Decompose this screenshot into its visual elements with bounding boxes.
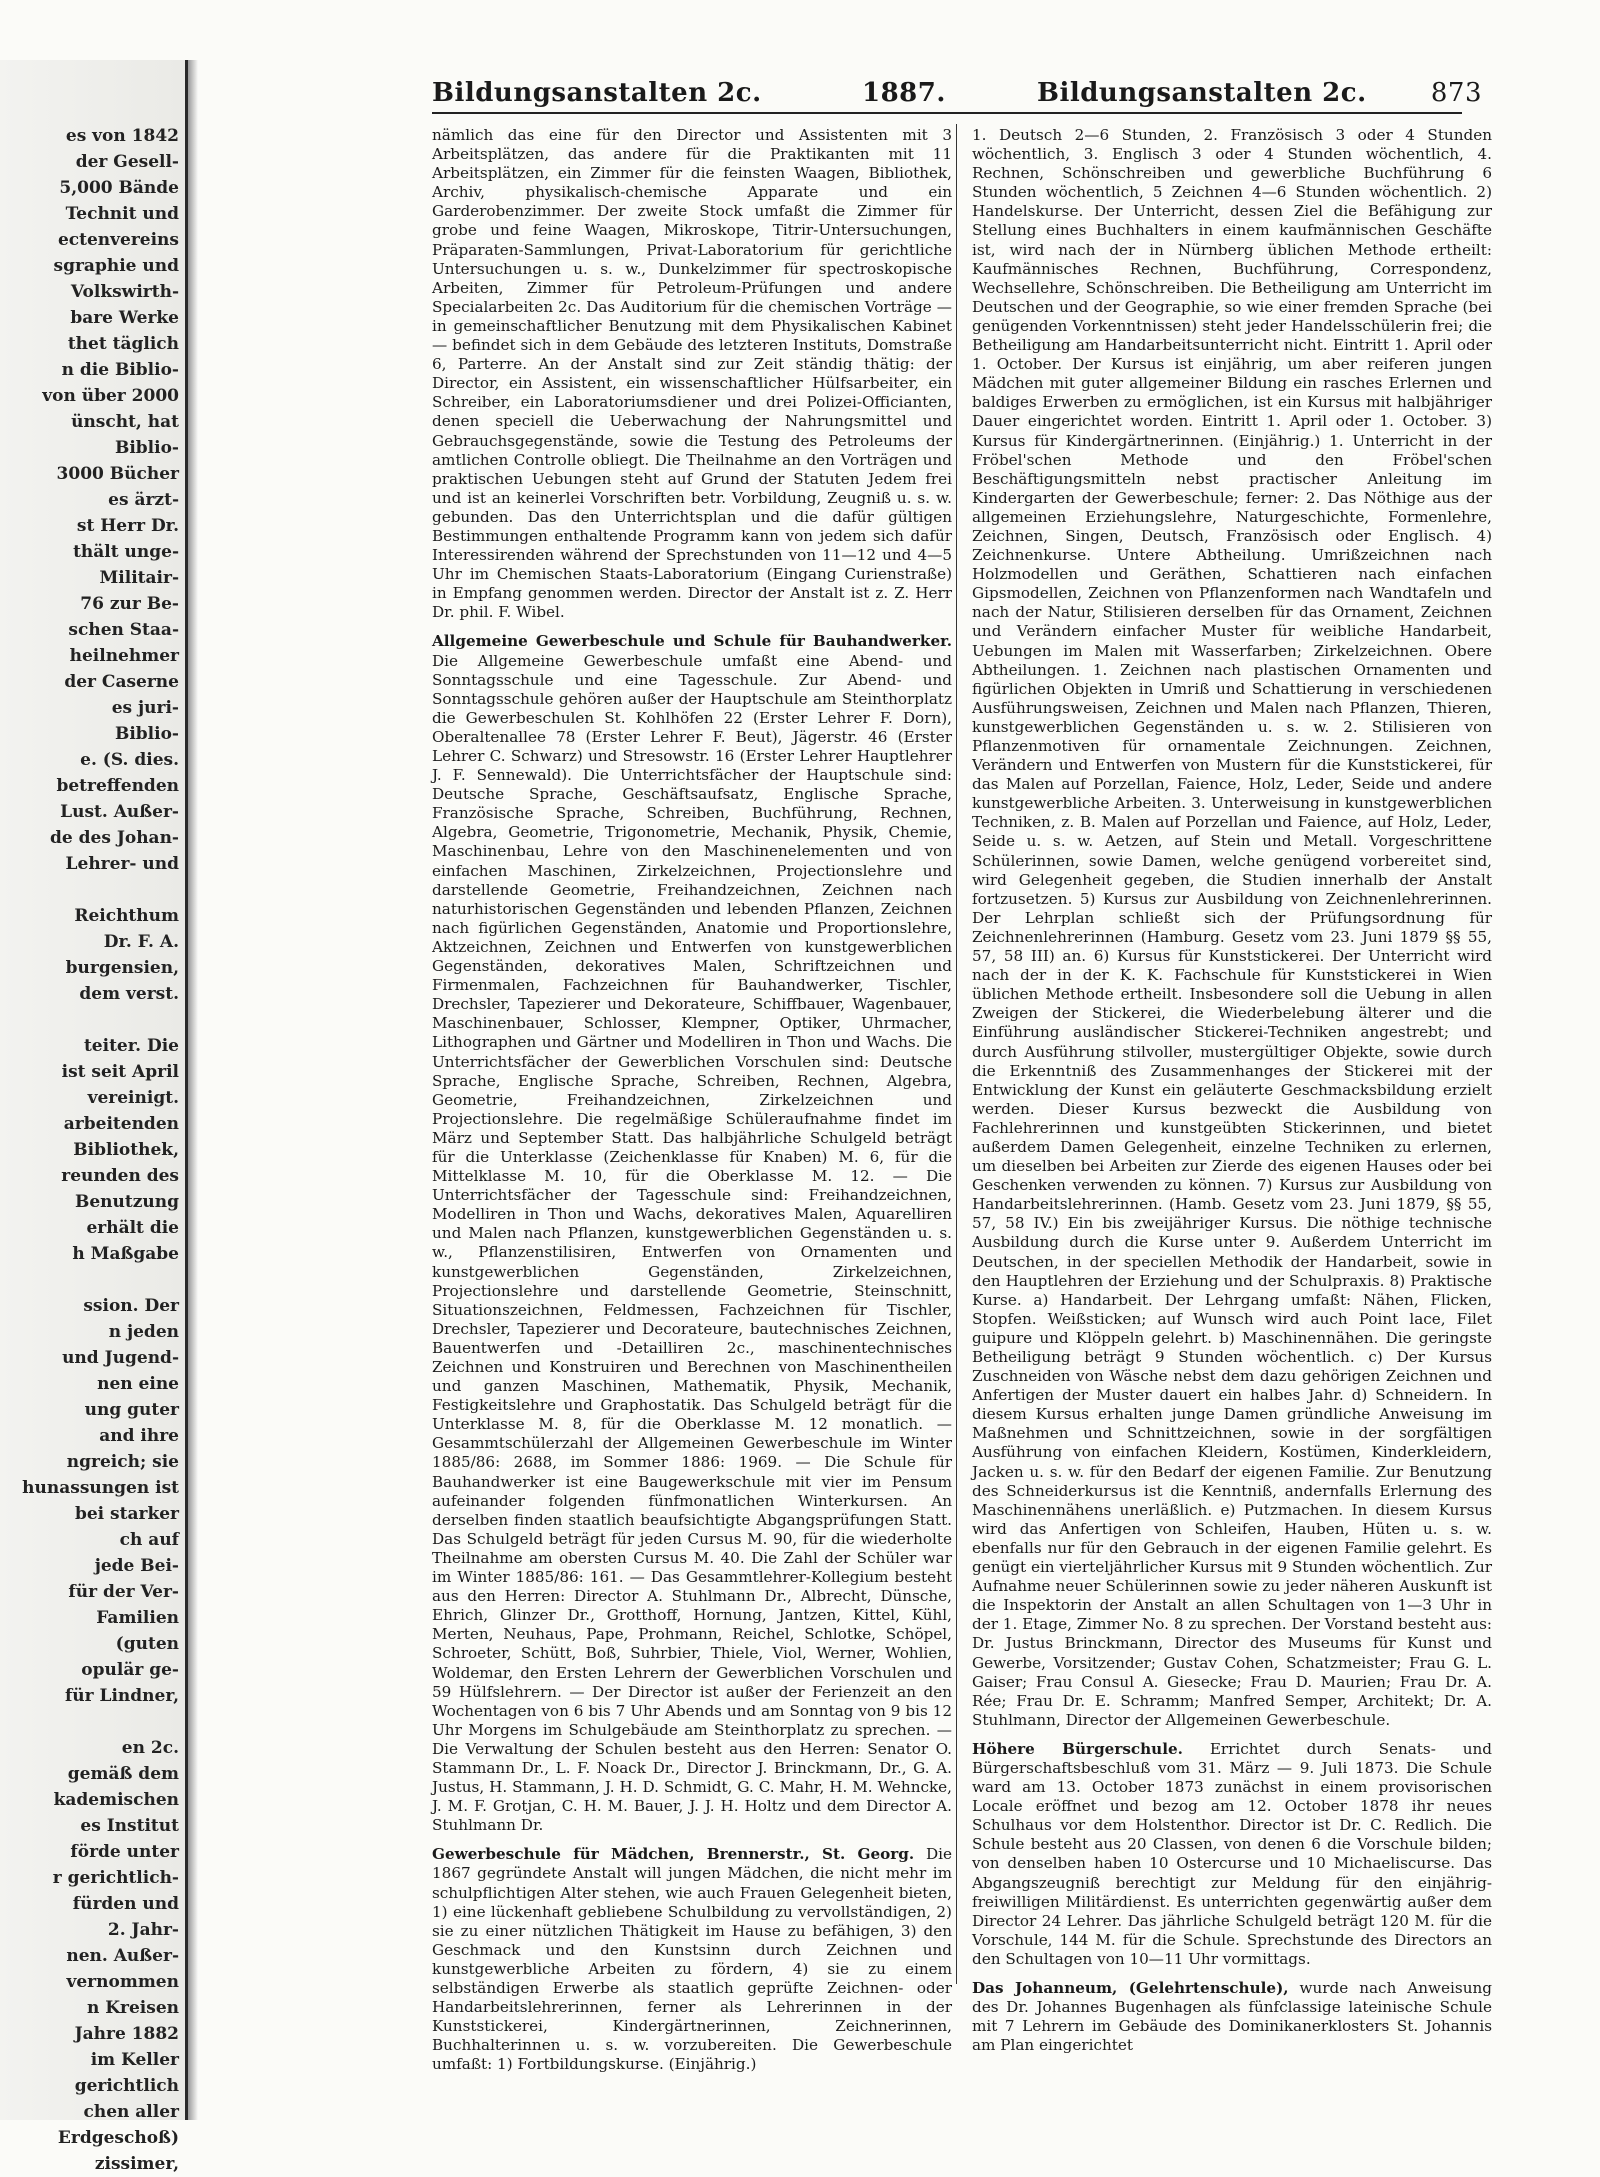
section-body-buergerschule: Errichtet durch Senats- und Bürgerschaftsbeschluß vom 31. März — 9. Juli 1873. Die Schule ward am 13. October 1873 zunächst in einem provisorischen Locale eröffnet und bezog am 12. October 1878 ihr neues Schulhaus vor dem Holstenthor. Director ist Dr. C. Redlich. Die Schule besteht aus 20 Classen, von denen 6 die Vorschule bilden; von denselben haben 10 Ostercurse und 10 Michaeliscurse. Das Abgangszeugniß berechtigt zur Meldung für den einjährig-freiwilligen Militärdienst. Es unterrichten gegenwärtig außer dem Director 24 Lehrer. Das jährliche Schulgeld beträgt 120 M. für die Vorschule, 144 M. für die Schule. Sprechstunde des Directors an den Schultagen von 10—11 Uhr vormittags. [972,1739,1492,1968]
section-title-buergerschule: Höhere Bürgerschule. [972,1739,1183,1758]
section-johanneum [972,1979,1492,2055]
running-title-right: Bildungsanstalten 2c. [1037,78,1367,108]
left-page-fragments: es von 1842 der Gesell- 5,000 Bände Technit und ectenvereins sgraphie und Volkswirth- bare Werke thet täglich n die Biblio- von über 2000 ünscht, hat Biblio- 3000 Bücher es ärzt- st Herr Dr. thält unge- Militair- 76 zur Be- schen Staa- heilnehmer der Caserne es juri- Biblio- e. (S. dies. betreffenden Lust. Außer- de des Johan- Lehrer- und Reichthum Dr. F. A. burgensien, dem verst. teiter. Die ist seit April vereinigt. arbeitenden Bibliothek, reunden des Benutzung erhält die h Maßgabe ssion. Der n jeden und Jugend- nen eine ung guter and ihre ngreich; sie hunassungen ist bei starker ch auf jede Bei- für der Ver- Familien (guten opulär ge- für Lindner, en 2c. gemäß dem kademischen es Institut förde unter r gerichtlich- fürden und 2. Jahr- nen. Außer- vernommen n Kreisen Jahre 1882 im Keller gerichtlich chen aller Erdgeschoß) zissimer, [22,126,179,2174]
header-rule [432,112,1462,114]
page-number: 873 [1430,78,1482,108]
left-page-edge [0,60,188,2174]
section-buergerschule [972,1740,1492,1969]
section-title-gewerbeschule: Allgemeine Gewerbeschule und Schule für Bauhandwerker. [432,632,952,651]
paragraph-maedchen-continuation: 1. Deutsch 2—6 Stunden, 2. Französisch 3 oder 4 Stunden wöchentlich, 3. Englisch 3 oder 4 Stunden wöchentlich, 4. Rechnen, Schönschreiben und gewerbliche Buchführung 6 Stunden wöchentlich, 5 Zeichnen 4—6 Stunden wöchentlich. 2) Handelskurse. Der Unterricht, dessen Ziel die Befähigung zur Stellung eines Buchhalters in einem kaufmännischen Geschäfte ist, wird nach der in Nürnberg üblichen Methode ertheilt: Kaufmännisches Rechnen, Buchführung, Correspondenz, Wechsellehre, Schönschreiben. Die Betheiligung am Unterricht im Deutschen und der Geographie, so wie einer fremden Sprache (bei genügenden Vorkenntnissen) steht jeder Handelsschülerin frei; die Betheiligung am Handarbeitsunterricht nicht. Eintritt 1. April oder 1. October. Der Kursus ist einjährig, um aber reiferen jungen Mädchen mit guter allgemeiner Bildung ein rasches Erlernen und baldiges Erwerben zu ermöglichen, ist ein Kursus mit halbjähriger Dauer eingerichtet worden. Eintritt 1. April oder 1. October. 3) Kursus für Kindergärtnerinnen. (Einjährig.) 1. Unterricht in der Fröbel'schen Methode und den Fröbel'schen Beschäftigungsmitteln nebst practischer Anleitung im Kindergarten der Gewerbeschule; ferner: 2. Das Nöthige aus der allgemeinen Erziehungslehre, Naturgeschichte, Formenlehre, Zeichnen, Singen, Deutsch, Französisch oder Englisch. 4) Zeichnenkurse. Untere Abtheilung. Umrißzeichnen nach Holzmodellen und Geräthen, Schattieren nach einfachen Gipsmodellen, Zeichnen von Pflanzenformen nach Wandtafeln und nach der Natur, Stilisieren derselben für das Ornament, Zeichnen und Verändern einfacher Muster für weibliche Handarbeit, Uebungen im Malen mit Wasserfarben; Zirkelzeichnen. Obere Abtheilungen. 1. Zeichnen nach plastischen Ornamenten und figürlichen Objekten in Umriß und Schattierung in verschiedenen Ausführungsweisen, Zeichnen und Malen nach Pflanzen, Thieren, kunstgewerblichen Gegenständen u. s. w. 2. Stilisieren von Pflanzenmotiven für ornamentale Zeichnungen. Zeichnen, Verändern und Entwerfen von Mustern für die Kunststickerei, für das Malen auf Porzellan, Faience, Holz, Leder, Seide und andere kunstgewerbliche Arbeiten. 3. Unterweisung in kunstgewerblichen Techniken, z. B. Malen auf Porzellan und Faience, auf Holz, Leder, Seide u. s. w. Aetzen, auf Stein und Metall. Vorgeschrittene Schülerinnen, sowie Damen, welche genügend vorbereitet sind, wird Gelegenheit gegeben, die Studien innerhalb der Anstalt fortzusetzen. 5) Kursus zur Ausbildung von Zeichnenlehrerinnen. Der Lehrplan schließt sich der Prüfungsordnung für Zeichnenlehrerinnen (Hamburg. Gesetz vom 23. Juni 1879 §§ 55, 57, 58 III) an. 6) Kursus für Kunststickerei. Der Unterricht wird nach der in der K. K. Fachschule für Kunststickerei in Wien üblichen Methode ertheilt. Insbesondere soll die Uebung in allen Zweigen der Stickerei, die Wiederbelebung älterer und die Einführung ausländischer Stickerei-Techniken angestrebt; und durch Ausführung stilvoller, mustergültiger Objekte, sowie durch die Erkenntniß des Zusammenhanges der Stickerei mit der Entwicklung der Kunst ein geläuterte Geschmacksbildung erzielt werden. Dieser Kursus bezweckt die Ausbildung von Fachlehrerinnen und kunstgeübten Stickerinnen, und bietet außerdem Damen Gelegenheit, einzelne Techniken zu erlernen, um dieselben bei Arbeiten zur Zierde des eigenen Hauses oder bei Geschenken verwenden zu können. 7) Kursus zur Ausbildung von Handarbeitslehrerinnen. (Hamb. Gesetz vom 23. Juni 1879, §§ 55, 57, 58 IV.) Ein bis zweijähriger Kursus. Die nöthige technische Ausbildung durch die Kurse unter 9. Außerdem Unterricht im Deutschen, in der speciellen Methodik der Handarbeit, sowie in den Hauptlehren der Erziehung und der Schulpraxis. 8) Praktische Kurse. a) Handarbeit. Der Lehrgang umfaßt: Nähen, Flicken, Stopfen. Weißsticken; auf Wunsch wird auch Point lace, Filet guipure und Klöppeln gelehrt. b) Maschinennähen. Die geringste Betheiligung beträgt 9 Stunden wöchentlich. c) Der Kursus Zuschneiden von Wäsche nebst dem dazu gehörigen Zeichnen und Anfertigen der Muster dauert ein halbes Jahr. d) Schneidern. In diesem Kursus erhalten junge Damen gründliche Anweisung im Maßnehmen und Schnittzeichnen, sowie in der sorgfältigen Ausführung von einfachen Kleidern, Kostümen, Kinderkleidern, Jacken u. s. w. für den Bedarf der eigenen Familie. Zur Benutzung des Schneiderkursus ist die Kenntniß, andernfalls Erlernung des Maschinennähens unerläßlich. e) Putzmachen. In diesem Kursus wird das Anfertigen von Schleifen, Hauben, Hüten u. s. w. ebenfalls nur für den Gebrauch in der eigenen Familie gelehrt. Es genügt ein vierteljährlicher Kursus mit 9 Stunden wöchentlich. Zur Aufnahme neuer Schülerinnen sowie zu jeder näheren Auskunft ist die Inspektorin der Anstalt an allen Schultagen von 1—3 Uhr in der 1. Etage, Zimmer No. 8 zu sprechen. Der Vorstand besteht aus: Dr. Justus Brinckmann, Director des Museums für Kunst und Gewerbe, Vorsitzender; Gustav Cohen, Schatzmeister; Frau G. L. Gaiser; Frau Consul A. Giesecke; Frau D. Maurien; Frau Dr. A. Rée; Frau Dr. E. Schramm; Manfred Semper, Architekt; Dr. A. Stuhlmann, Director der Allgemeinen Gewerbeschule. [972,126,1492,1729]
section-title-maedchen: Gewerbeschule für Mädchen, Brennerstr., St. Georg. [432,1845,915,1864]
column-divider [956,124,957,1984]
running-title-left: Bildungsanstalten 2c. [432,78,762,108]
section-gewerbeschule [432,632,952,1835]
right-column [972,126,1492,2055]
left-column [432,126,952,2074]
section-body-maedchen: Die 1867 gegründete Anstalt will jungen Mädchen, die nicht mehr im schulpflichtigen Alter stehen, wie auch Frauen Gelegenheit bieten, 1) eine lückenhaft gebliebene Schulbildung zu vervollständigen, 2) sie zu einer nützlichen Thätigkeit im Hause zu befähigen, 3) den Geschmack und den Kunstsinn durch Zeichnen und kunstgewerbliche Arbeiten zu fördern, 4) sie zu einem selbständigen Erwerbe als staatlich geprüfte Zeichnen- oder Handarbeitslehrerinnen, ferner als Lehrerinnen in der Kunststickerei, Kindergärtnerinnen, Zeichnerinnen, Buchhalterinnen u. s. w. vorzubereiten. Die Gewerbeschule umfaßt: 1) Fortbildungskurse. (Einjährig.) [432,1845,952,2074]
section-body-gewerbeschule: Die Allgemeine Gewerbeschule umfaßt eine Abend- und Sonntagsschule und eine Tagesschule. Zur Abend- und Sonntagsschule gehören außer der Hauptschule am Steinthorplatz die Gewerbeschulen St. Kohlhöfen 22 (Erster Lehrer F. Dorn), Oberaltenallee 78 (Erster Lehrer F. Beut), Jägerstr. 46 (Erster Lehrer C. Schwarz) und Stresowstr. 16 (Erster Lehrer Hauptlehrer J. F. Sennewald). Die Unterrichtsfächer der Hauptschule sind: Deutsche Sprache, Geschäftsaufsatz, Englische Sprache, Französische Sprache, Schreiben, Buchführung, Rechnen, Algebra, Geometrie, Trigonometrie, Mechanik, Physik, Chemie, Maschinenbau, Lehre von den Maschinenelementen und von einfachen Maschinen, Zirkelzeichnen, Projectionslehre und darstellende Geometrie, Freihandzeichnen, Zeichnen nach naturhistorischen Gegenständen und lebenden Pflanzen, Zeichnen nach figürlichen Gegenständen, Anatomie und Proportionslehre, Aktzeichnen, Zeichnen und Entwerfen von kunstgewerblichen Gegenständen, dekoratives Malen, Schriftzeichnen und Firmenmalen, Fachzeichnen für Bauhandwerker, Tischler, Drechsler, Tapezierer und Dekorateure, Schiffbauer, Wagenbauer, Maschinenbauer, Schlosser, Klempner, Optiker, Uhrmacher, Lithographen und Gärtner und Modelliren in Thon und Wachs. Die Unterrichtsfächer der Gewerblichen Vorschulen sind: Deutsche Sprache, Englische Sprache, Schreiben, Rechnen, Algebra, Geometrie, Freihandzeichnen, Zirkelzeichnen und Projectionslehre. Die regelmäßige Schüleraufnahme findet im März und September Statt. Das halbjährliche Schulgeld beträgt für die Unterklasse (Zeichenklasse für Knaben) M. 6, für die Mittelklasse M. 10, für die Oberklasse M. 12. — Die Unterrichtsfächer der Tagesschule sind: Freihandzeichnen, Modelliren in Thon und Wachs, dekoratives Malen, Aquarelliren und Malen nach Pflanzen, kunstgewerblichen Gegenständen u. s. w., Pflanzenstilisiren, Entwerfen von Ornamenten und kunstgewerblichen Gegenständen, Zirkelzeichnen, Projectionslehre und darstellende Geometrie, Steinschnitt, Situationszeichnen, Feldmessen, Fachzeichnen für Tischler, Drechsler, Tapezierer und Decorateure, bautechnisches Zeichnen, Bauentwerfen und -Detailliren 2c., maschinentechnisches Zeichnen und Konstruiren und Berechnen von Maschinentheilen und ganzen Maschinen, Mathematik, Physik, Mechanik, Festigkeitslehre und Graphostatik. Das Schulgeld beträgt für die Unterklasse M. 8, für die Oberklasse M. 12 monatlich. — Gesammtschülerzahl der Allgemeinen Gewerbeschule im Winter 1885/86: 2688, im Sommer 1886: 1969. — Die Schule für Bauhandwerker ist eine Baugewerkschule mit vier im Pensum aufeinander folgenden fünfmonatlichen Winterkursen. An derselben finden staatlich beaufsichtigte Abgangsprüfungen Statt. Das Schulgeld beträgt für jeden Cursus M. 90, für die wiederholte Theilnahme am obersten Cursus M. 40. Die Zahl der Schüler war im Winter 1885/86: 161. — Das Gesammtlehrer-Kollegium besteht aus den Herren: Director A. Stuhlmann Dr., Albrecht, Dünsche, Ehrich, Glinzer Dr., Grotthoff, Hornung, Jantzen, Kittel, Kühl, Merten, Neuhaus, Pape, Prohmann, Reichel, Schlotke, Schöpel, Schroeter, Schütt, Boß, Suhrbier, Thiele, Viol, Werner, Wohlien, Woldemar, den Ersten Lehrern der Gewerblichen Vorschulen und 59 Hülfslehrern. — Der Director ist außer der Ferienzeit an den Wochentagen von 6 bis 7 Uhr Abends und am Sonntag von 9 bis 12 Uhr Morgens im Schulgebäude am Steinthorplatz zu sprechen. — Die Verwaltung der Schulen besteht aus den Herren: Senator O. Stammann Dr., L. F. Noack Dr., Director J. Brinckmann, Dr., G. A. Justus, H. Stammann, J. H. D. Schmidt, G. C. Mahr, H. M. Wehncke, J. M. F. Grotjan, C. H. M. Bauer, J. J. H. Holtz und dem Director A. Stuhlmann Dr. [432,651,952,1835]
paragraph-laboratory-continuation: nämlich das eine für den Director und Assistenten mit 3 Arbeitsplätzen, das andere für die Praktikanten mit 11 Arbeitsplätzen, ein Zimmer für die feinsten Waagen, Bibliothek, Archiv, physikalisch-chemische Apparate und ein Garderobenzimmer. Der zweite Stock umfaßt die Zimmer für grobe und feine Waagen, Mikroskope, Titrir-Untersuchungen, Präparaten-Sammlungen, Privat-Laboratorium für gerichtliche Untersuchungen u. s. w., Dunkelzimmer für spectroskopische Arbeiten, Zimmer für Petroleum-Prüfungen und andere Specialarbeiten 2c. Das Auditorium für die chemischen Vorträge — in gemeinschaftlicher Benutzung mit dem Physikalischen Kabinet — befindet sich in dem Gebäude des letzteren Instituts, Domstraße 6, Parterre. An der Anstalt sind zur Zeit ständig thätig: der Director, ein Assistent, ein wissenschaftlicher Hülfsarbeiter, ein Schreiber, ein Laboratoriumsdiener und drei Polizei-Officianten, denen speciell die Ueberwachung der Nahrungsmittel und Gebrauchsgegenstände, sowie die Testung des Petroleums der amtlichen Controlle obliegt. Die Theilnahme an den Vorträgen und praktischen Uebungen steht auf Grund der Statuten Jedem frei und ist an keinerlei Vorschriften betr. Vorbildung, Zeugniß u. s. w. gebunden. Das den Unterrichtsplan und die dafür gültigen Bestimmungen enthaltende Programm kann von jedem sich dafür Interessirenden während der Sprechstunden von 11—12 und 4—5 Uhr im Chemischen Staats-Laboratorium (Eingang Curienstraße) in Empfang genommen werden. Director der Anstalt ist z. Z. Herr Dr. phil. F. Wibel. [432,126,952,622]
section-maedchen [432,1845,952,2074]
section-body-johanneum: wurde nach Anweisung des Dr. Johannes Bugenhagen als fünfclassige lateinische Schule mit 7 Lehrern im Gebäude des Dominikanerklosters St. Johannis am Plan eingerichtet [972,1979,1492,2055]
year-label: 1887. [862,78,946,108]
book-gutter [188,60,198,2120]
section-title-johanneum: Das Johanneum, (Gelehrtenschule), [972,1979,1289,1997]
